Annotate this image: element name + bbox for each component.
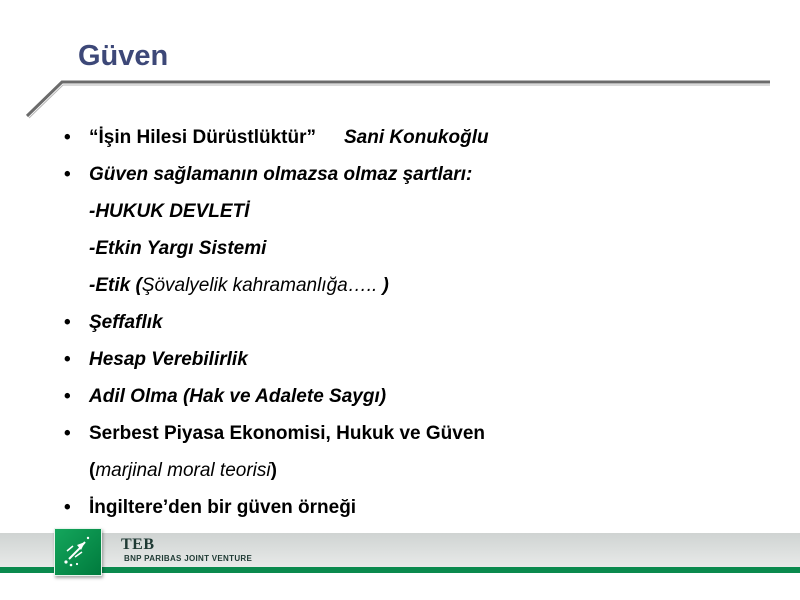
list-subitem — [64, 272, 764, 309]
list-item-prefix: -Etik ( — [89, 275, 142, 296]
bullet-dot-icon: • — [64, 312, 71, 333]
bullet-dot-icon: • — [64, 423, 71, 444]
slide-title: Güven — [78, 40, 169, 72]
list-item-note: Şövalyelik kahramanlığa….. — [141, 275, 378, 296]
list-item — [64, 309, 764, 346]
brand-name: TEB — [121, 536, 155, 553]
list-item-text: Hesap Verebilirlik — [89, 349, 248, 370]
list-item-text: Adil Olma (Hak ve Adalete Saygı) — [89, 386, 387, 407]
quote-text: “İşin Hilesi Dürüstlüktür” — [89, 127, 316, 148]
list-item-text: Şeffaflık — [89, 312, 163, 333]
footer-band — [0, 533, 800, 567]
list-item-text: Serbest Piyasa Ekonomisi, Hukuk ve Güven — [89, 423, 485, 444]
bullet-dot-icon: • — [64, 349, 71, 370]
bullet-dot-icon: • — [64, 386, 71, 407]
list-item — [64, 420, 764, 457]
list-item — [64, 346, 764, 383]
list-item — [64, 124, 764, 161]
list-subitem — [64, 457, 764, 494]
list-item-note: marjinal moral teorisi — [95, 460, 271, 481]
bullet-dot-icon: • — [64, 127, 71, 148]
list-item-text: -HUKUK DEVLETİ — [89, 201, 250, 222]
list-item-text: İngiltere’den bir güven örneği — [89, 497, 357, 518]
list-item — [64, 383, 764, 420]
bullet-dot-icon: • — [64, 164, 71, 185]
list-item-prefix: ( — [89, 460, 96, 481]
list-subitem — [64, 235, 764, 272]
bullet-dot-icon: • — [64, 497, 71, 518]
list-item-text: -Etkin Yargı Sistemi — [89, 238, 267, 259]
list-item — [64, 494, 764, 531]
list-item-suffix: ) — [377, 275, 389, 296]
list-item-suffix: ) — [270, 460, 277, 481]
bnp-stars-logo-icon — [54, 528, 102, 576]
bullet-list — [64, 124, 764, 531]
list-subitem — [64, 198, 764, 235]
brand-tagline: BNP PARIBAS JOINT VENTURE — [124, 554, 253, 563]
list-item — [64, 161, 764, 198]
footer-green-stripe — [0, 567, 800, 573]
quote-author: Sani Konukoğlu — [343, 127, 489, 148]
list-item-text: Güven sağlamanın olmazsa olmaz şartları: — [89, 164, 473, 185]
